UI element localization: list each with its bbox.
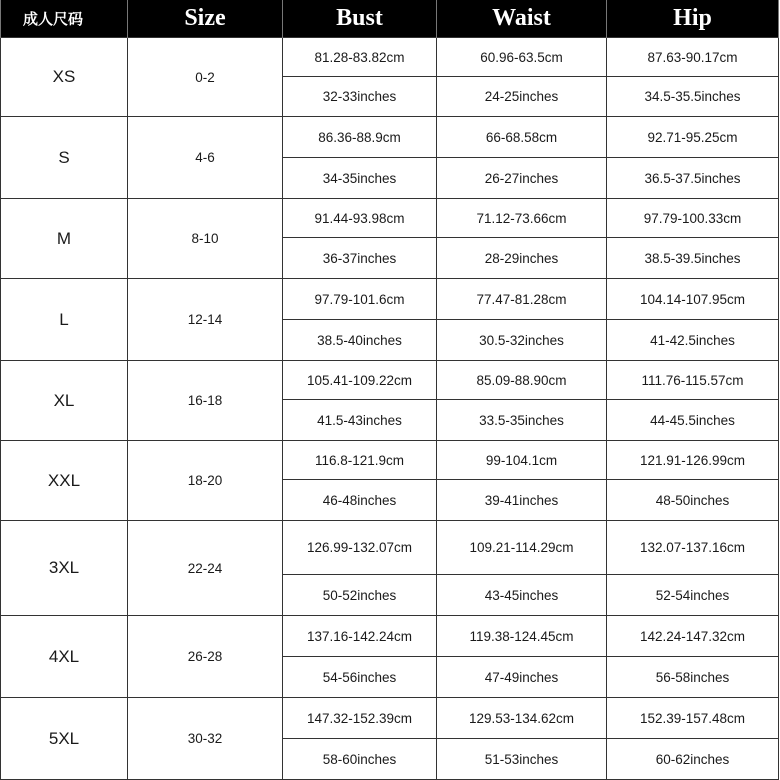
hip-inches: 56-58inches: [607, 657, 779, 698]
bust-inches: 34-35inches: [283, 158, 437, 199]
size-label: S: [1, 117, 128, 199]
table-row: [1, 117, 779, 158]
table-row: [1, 199, 779, 238]
bust-inches: 50-52inches: [283, 575, 437, 616]
table-row: [1, 698, 779, 739]
hip-inches: 41-42.5inches: [607, 320, 779, 361]
us-size: 18-20: [128, 441, 283, 521]
bust-inches: 58-60inches: [283, 739, 437, 780]
hip-cm: 152.39-157.48cm: [607, 698, 779, 739]
hip-cm: 111.76-115.57cm: [607, 361, 779, 400]
us-size: 22-24: [128, 521, 283, 616]
table-row: [1, 279, 779, 320]
bust-cm: 126.99-132.07cm: [283, 521, 437, 575]
waist-inches: 33.5-35inches: [437, 400, 607, 441]
size-label: XS: [1, 38, 128, 117]
waist-inches: 47-49inches: [437, 657, 607, 698]
waist-inches: 39-41inches: [437, 480, 607, 521]
bust-cm: 86.36-88.9cm: [283, 117, 437, 158]
hip-cm: 104.14-107.95cm: [607, 279, 779, 320]
hip-inches: 44-45.5inches: [607, 400, 779, 441]
us-size: 16-18: [128, 361, 283, 441]
us-size: 8-10: [128, 199, 283, 279]
us-size: 26-28: [128, 616, 283, 698]
waist-cm: 129.53-134.62cm: [437, 698, 607, 739]
size-label: 4XL: [1, 616, 128, 698]
table-row: [1, 38, 779, 77]
size-label: L: [1, 279, 128, 361]
us-size: 4-6: [128, 117, 283, 199]
size-label: 3XL: [1, 521, 128, 616]
hip-inches: 48-50inches: [607, 480, 779, 521]
bust-inches: 41.5-43inches: [283, 400, 437, 441]
waist-inches: 51-53inches: [437, 739, 607, 780]
waist-inches: 30.5-32inches: [437, 320, 607, 361]
hip-inches: 36.5-37.5inches: [607, 158, 779, 199]
waist-inches: 43-45inches: [437, 575, 607, 616]
waist-cm: 71.12-73.66cm: [437, 199, 607, 238]
size-label: XL: [1, 361, 128, 441]
hip-cm: 97.79-100.33cm: [607, 199, 779, 238]
table-header: [1, 0, 779, 38]
waist-cm: 77.47-81.28cm: [437, 279, 607, 320]
bust-inches: 32-33inches: [283, 77, 437, 117]
hip-cm: 132.07-137.16cm: [607, 521, 779, 575]
waist-cm: 85.09-88.90cm: [437, 361, 607, 400]
header-hip: Hip: [607, 0, 779, 38]
bust-cm: 137.16-142.24cm: [283, 616, 437, 657]
table-row: [1, 521, 779, 575]
table-row: [1, 616, 779, 657]
bust-cm: 81.28-83.82cm: [283, 38, 437, 77]
table-row: [1, 441, 779, 480]
hip-inches: 52-54inches: [607, 575, 779, 616]
hip-inches: 60-62inches: [607, 739, 779, 780]
bust-cm: 91.44-93.98cm: [283, 199, 437, 238]
waist-cm: 109.21-114.29cm: [437, 521, 607, 575]
bust-inches: 46-48inches: [283, 480, 437, 521]
size-label: 5XL: [1, 698, 128, 780]
header-adult-size: 成人尺码: [1, 0, 128, 38]
us-size: 12-14: [128, 279, 283, 361]
table-row: [1, 361, 779, 400]
waist-inches: 26-27inches: [437, 158, 607, 199]
waist-inches: 28-29inches: [437, 238, 607, 279]
hip-inches: 34.5-35.5inches: [607, 77, 779, 117]
bust-cm: 105.41-109.22cm: [283, 361, 437, 400]
table-body: [1, 38, 779, 780]
us-size: 30-32: [128, 698, 283, 780]
size-label: M: [1, 199, 128, 279]
waist-cm: 60.96-63.5cm: [437, 38, 607, 77]
bust-inches: 38.5-40inches: [283, 320, 437, 361]
size-label: XXL: [1, 441, 128, 521]
waist-cm: 66-68.58cm: [437, 117, 607, 158]
hip-inches: 38.5-39.5inches: [607, 238, 779, 279]
hip-cm: 92.71-95.25cm: [607, 117, 779, 158]
bust-cm: 116.8-121.9cm: [283, 441, 437, 480]
waist-cm: 99-104.1cm: [437, 441, 607, 480]
bust-inches: 36-37inches: [283, 238, 437, 279]
us-size: 0-2: [128, 38, 283, 117]
header-waist: Waist: [437, 0, 607, 38]
hip-cm: 121.91-126.99cm: [607, 441, 779, 480]
header-us-size: Size: [128, 0, 283, 38]
bust-cm: 147.32-152.39cm: [283, 698, 437, 739]
bust-inches: 54-56inches: [283, 657, 437, 698]
waist-cm: 119.38-124.45cm: [437, 616, 607, 657]
bust-cm: 97.79-101.6cm: [283, 279, 437, 320]
header-bust: Bust: [283, 0, 437, 38]
hip-cm: 142.24-147.32cm: [607, 616, 779, 657]
hip-cm: 87.63-90.17cm: [607, 38, 779, 77]
waist-inches: 24-25inches: [437, 77, 607, 117]
